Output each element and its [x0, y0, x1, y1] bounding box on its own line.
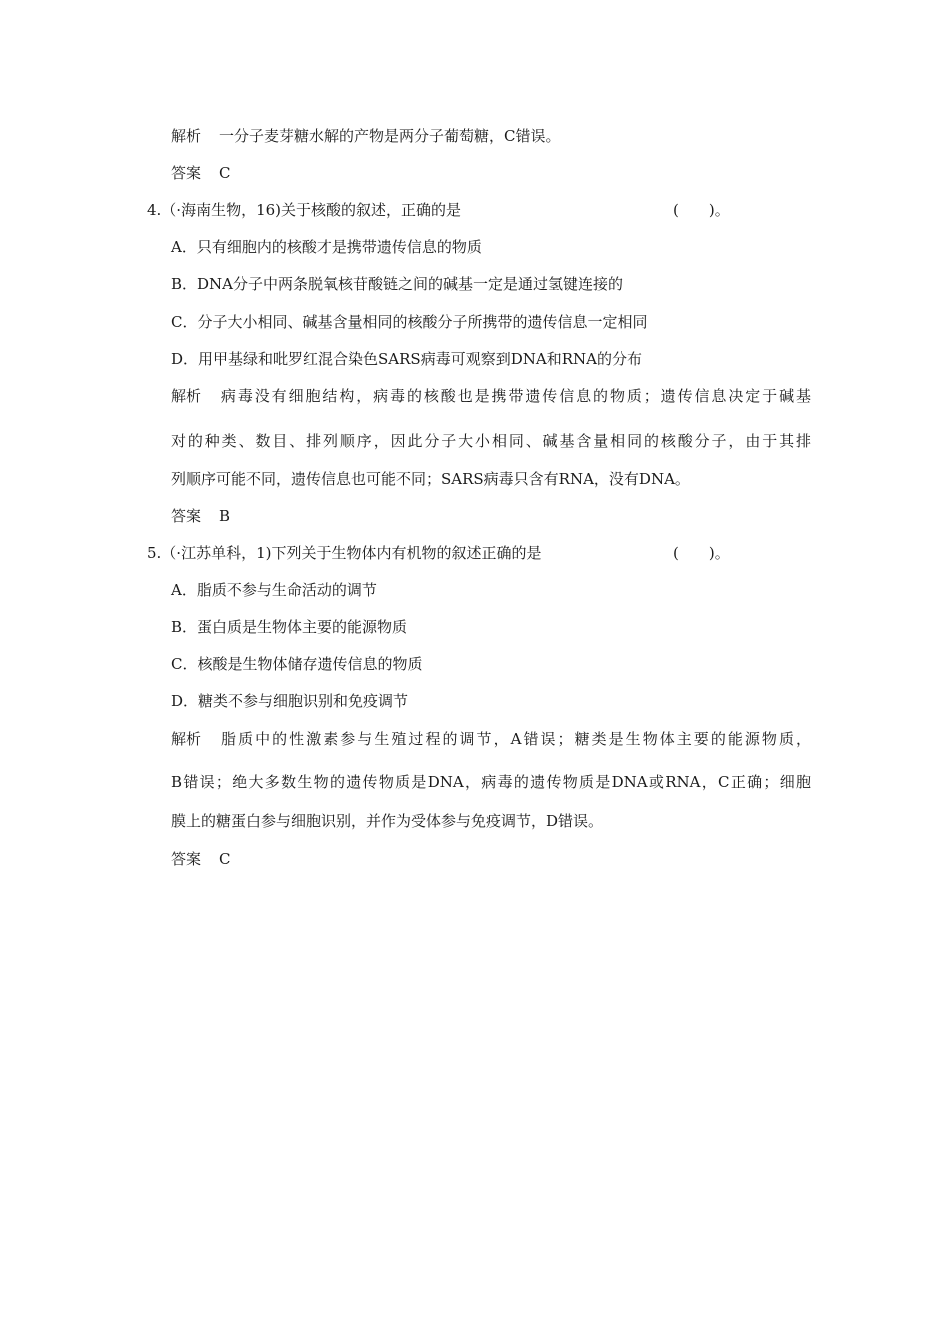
- answer-value: C: [219, 850, 231, 868]
- answer-value: B: [219, 507, 231, 525]
- q5-option-a: A．脂质不参与生命活动的调节: [171, 581, 377, 599]
- q5-option-d: D．糖类不参与细胞识别和免疫调节: [171, 692, 409, 710]
- analysis-label: 解析: [171, 730, 202, 748]
- answer-label: 答案: [171, 164, 202, 182]
- q5-answer-blank: ( )。: [673, 544, 730, 562]
- q5-stem: 5.（·江苏单科，1)下列关于生物体内有机物的叙述正确的是: [147, 544, 542, 562]
- q5-analysis-line-1: [171, 729, 811, 749]
- q3-analysis: [171, 126, 561, 146]
- q4-answer-blank: ( )。: [673, 201, 730, 219]
- analysis-label: 解析: [171, 387, 202, 405]
- answer-value: C: [219, 164, 231, 182]
- q5-option-b: B．蛋白质是生物体主要的能源物质: [171, 618, 408, 636]
- analysis-text: 脂质中的性激素参与生殖过程的调节，A错误；糖类是生物体主要的能源物质，: [219, 730, 811, 748]
- q4-option-c: C．分子大小相同、碱基含量相同的核酸分子所携带的遗传信息一定相同: [171, 313, 648, 331]
- answer-label: 答案: [171, 850, 202, 868]
- q5-analysis-line-3: 膜上的糖蛋白参与细胞识别，并作为受体参与免疫调节，D错误。: [171, 812, 604, 830]
- analysis-text: 一分子麦芽糖水解的产物是两分子葡萄糖，C错误。: [219, 127, 561, 145]
- q4-analysis-line-3: 列顺序可能不同，遗传信息也可能不同；SARS病毒只含有RNA，没有DNA。: [171, 470, 690, 488]
- q4-option-a: A．只有细胞内的核酸才是携带遗传信息的物质: [171, 238, 482, 256]
- q5-option-c: C．核酸是生物体储存遗传信息的物质: [171, 655, 423, 673]
- q4-option-b: B．DNA分子中两条脱氧核苷酸链之间的碱基一定是通过氢键连接的: [171, 275, 624, 293]
- q4-analysis-line-1: [171, 386, 811, 406]
- q3-answer: [171, 163, 231, 183]
- q4-answer: [171, 506, 230, 526]
- q5-answer: [171, 849, 231, 869]
- q4-option-d: D．用甲基绿和吡罗红混合染色SARS病毒可观察到DNA和RNA的分布: [171, 350, 642, 368]
- analysis-label: 解析: [171, 127, 202, 145]
- answer-label: 答案: [171, 507, 202, 525]
- analysis-text: 病毒没有细胞结构，病毒的核酸也是携带遗传信息的物质；遗传信息决定于碱基: [219, 387, 811, 405]
- q5-analysis-line-2: B错误；绝大多数生物的遗传物质是DNA，病毒的遗传物质是DNA或RNA，C正确；细胞: [171, 773, 811, 791]
- q4-stem: 4.（·海南生物，16)关于核酸的叙述，正确的是: [147, 201, 462, 219]
- q4-analysis-line-2: 对的种类、数目、排列顺序，因此分子大小相同、碱基含量相同的核酸分子，由于其排: [171, 432, 811, 450]
